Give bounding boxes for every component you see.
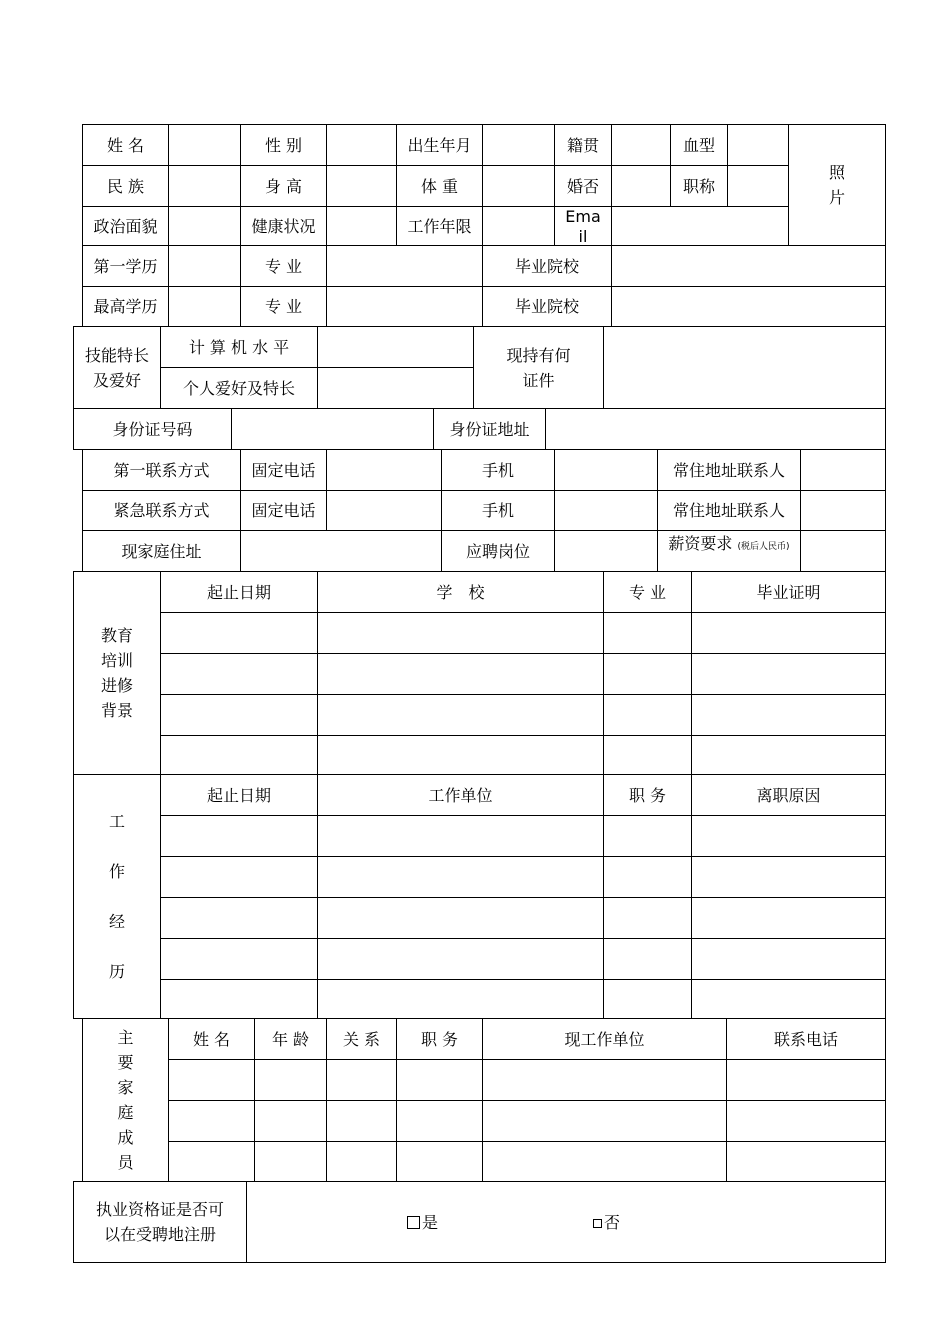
label-birth: 出生年月 xyxy=(396,124,483,166)
label-landline-2: 固定电话 xyxy=(240,490,327,531)
edu-row-4-col-2[interactable] xyxy=(317,735,604,777)
edu-row-4-col-3[interactable] xyxy=(603,735,692,777)
label-home-address: 现家庭住址 xyxy=(82,530,241,572)
edu-row-2-col-4[interactable] xyxy=(691,653,886,695)
family-row-1-col-2[interactable] xyxy=(254,1059,327,1101)
field-position[interactable] xyxy=(554,530,658,572)
label-first-degree: 第一学历 xyxy=(82,245,169,287)
field-landline-1[interactable] xyxy=(326,449,442,491)
work-header-reason: 离职原因 xyxy=(691,774,886,816)
field-blood[interactable] xyxy=(727,124,789,166)
label-blood: 血型 xyxy=(670,124,728,166)
field-id-number[interactable] xyxy=(231,408,434,450)
family-row-1-col-6[interactable] xyxy=(726,1059,886,1101)
label-school-2: 毕业院校 xyxy=(482,286,612,327)
work-row-2-col-1[interactable] xyxy=(160,856,318,898)
license-yes-label: 是 xyxy=(422,1212,439,1232)
label-skills xyxy=(73,326,161,409)
family-row-3-col-4[interactable] xyxy=(396,1141,483,1183)
label-emergency-contact: 紧急联系方式 xyxy=(82,490,241,531)
family-row-3-col-5[interactable] xyxy=(482,1141,727,1183)
work-row-3-col-4[interactable] xyxy=(691,897,886,939)
label-school-1: 毕业院校 xyxy=(482,245,612,287)
family-row-2-col-4[interactable] xyxy=(396,1100,483,1142)
edu-header-major: 专 业 xyxy=(603,571,692,613)
work-row-5-col-2[interactable] xyxy=(317,979,604,1021)
work-row-5-col-1[interactable] xyxy=(160,979,318,1021)
work-row-1-col-4[interactable] xyxy=(691,815,886,857)
family-row-2-col-2[interactable] xyxy=(254,1100,327,1142)
label-native: 籍贯 xyxy=(554,124,612,166)
label-first-contact: 第一联系方式 xyxy=(82,449,241,491)
license-no-option[interactable] xyxy=(593,1210,620,1235)
label-certs-text: 现持有何证件 xyxy=(506,345,571,390)
work-row-1-col-3[interactable] xyxy=(603,815,692,857)
salary-note: (税后人民币) xyxy=(737,542,790,552)
label-landline-1: 固定电话 xyxy=(240,449,327,491)
label-salary-text xyxy=(668,533,789,558)
family-header-phone: 联系电话 xyxy=(726,1018,886,1060)
family-row-1-col-5[interactable] xyxy=(482,1059,727,1101)
family-header-role: 职 务 xyxy=(396,1018,483,1060)
label-height: 身 高 xyxy=(240,165,327,207)
edu-header-date: 起止日期 xyxy=(160,571,318,613)
family-row-3-col-3[interactable] xyxy=(326,1141,397,1183)
field-school-1[interactable] xyxy=(611,245,886,287)
field-resident-1[interactable] xyxy=(800,449,886,491)
field-health[interactable] xyxy=(326,206,397,246)
work-row-2-col-2[interactable] xyxy=(317,856,604,898)
field-computer[interactable] xyxy=(317,326,474,368)
field-native[interactable] xyxy=(611,124,671,166)
field-gender[interactable] xyxy=(326,124,397,166)
field-major-2[interactable] xyxy=(326,286,483,327)
label-mobile-2: 手机 xyxy=(441,490,555,531)
label-resident-2: 常住地址联系人 xyxy=(657,490,801,531)
field-school-2[interactable] xyxy=(611,286,886,327)
label-family-text: 主要家庭成员 xyxy=(117,1028,134,1172)
label-gender: 性 别 xyxy=(240,124,327,166)
work-row-3-col-1[interactable] xyxy=(160,897,318,939)
field-weight[interactable] xyxy=(482,165,555,207)
salary-main: 薪资要求 xyxy=(668,534,733,553)
field-height[interactable] xyxy=(326,165,397,207)
label-mobile-1: 手机 xyxy=(441,449,555,491)
family-row-2-col-6[interactable] xyxy=(726,1100,886,1142)
edu-row-1-col-3[interactable] xyxy=(603,612,692,654)
work-header-company: 工作单位 xyxy=(317,774,604,816)
edu-row-1-col-4[interactable] xyxy=(691,612,886,654)
label-hobbies: 个人爱好及特长 xyxy=(160,367,318,409)
work-header-date: 起止日期 xyxy=(160,774,318,816)
edu-row-4-col-1[interactable] xyxy=(160,735,318,777)
label-title: 职称 xyxy=(670,165,728,207)
label-highest-degree: 最高学历 xyxy=(82,286,169,327)
field-first-degree[interactable] xyxy=(168,245,241,287)
work-row-4-col-1[interactable] xyxy=(160,938,318,980)
label-major-2: 专 业 xyxy=(240,286,327,327)
photo-box[interactable] xyxy=(788,124,886,246)
field-name[interactable] xyxy=(168,124,241,166)
label-resident-1: 常住地址联系人 xyxy=(657,449,801,491)
field-marital[interactable] xyxy=(611,165,671,207)
label-email xyxy=(554,206,612,246)
family-row-1-col-4[interactable] xyxy=(396,1059,483,1101)
work-row-5-col-3[interactable] xyxy=(603,979,692,1021)
label-license xyxy=(73,1181,247,1263)
field-ethnic[interactable] xyxy=(168,165,241,207)
edu-row-1-col-1[interactable] xyxy=(160,612,318,654)
field-years[interactable] xyxy=(482,206,555,246)
label-years: 工作年限 xyxy=(396,206,483,246)
label-marital: 婚否 xyxy=(554,165,612,207)
label-major-1: 专 业 xyxy=(240,245,327,287)
field-political[interactable] xyxy=(168,206,241,246)
checkbox-yes[interactable] xyxy=(407,1216,420,1229)
label-health: 健康状况 xyxy=(240,206,327,246)
field-home-address[interactable] xyxy=(240,530,442,572)
work-row-2-col-4[interactable] xyxy=(691,856,886,898)
work-row-5-col-4[interactable] xyxy=(691,979,886,1021)
edu-row-3-col-1[interactable] xyxy=(160,694,318,736)
work-row-4-col-4[interactable] xyxy=(691,938,886,980)
label-edu-history-text: 教育培训进修背景 xyxy=(100,626,133,720)
edu-row-3-col-3[interactable] xyxy=(603,694,692,736)
work-row-4-col-2[interactable] xyxy=(317,938,604,980)
work-row-4-col-3[interactable] xyxy=(603,938,692,980)
label-email-text: Ema il xyxy=(565,207,601,246)
family-row-3-col-6[interactable] xyxy=(726,1141,886,1183)
work-row-3-col-2[interactable] xyxy=(317,897,604,939)
label-name: 姓 名 xyxy=(82,124,169,166)
label-ethnic: 民 族 xyxy=(82,165,169,207)
label-license-text: 执业资格证是否可以在受聘地注册 xyxy=(95,1200,224,1244)
family-row-3-col-2[interactable] xyxy=(254,1141,327,1183)
edu-row-2-col-3[interactable] xyxy=(603,653,692,695)
field-major-1[interactable] xyxy=(326,245,483,287)
label-skills-text: 技能特长及爱好 xyxy=(84,345,149,390)
field-id-address[interactable] xyxy=(545,408,886,450)
label-edu-history xyxy=(73,571,161,775)
license-yes-option[interactable] xyxy=(407,1210,438,1235)
family-row-2-col-1[interactable] xyxy=(168,1100,255,1142)
field-hobbies[interactable] xyxy=(317,367,474,409)
edu-row-3-col-4[interactable] xyxy=(691,694,886,736)
field-mobile-1[interactable] xyxy=(554,449,658,491)
field-highest-degree[interactable] xyxy=(168,286,241,327)
label-certs xyxy=(473,326,604,409)
work-row-3-col-3[interactable] xyxy=(603,897,692,939)
work-row-1-col-2[interactable] xyxy=(317,815,604,857)
family-row-3-col-1[interactable] xyxy=(168,1141,255,1183)
field-title[interactable] xyxy=(727,165,789,207)
field-certs[interactable] xyxy=(603,326,886,409)
field-birth[interactable] xyxy=(482,124,555,166)
label-family xyxy=(82,1018,169,1182)
family-header-company: 现工作单位 xyxy=(482,1018,727,1060)
edu-row-3-col-2[interactable] xyxy=(317,694,604,736)
edu-row-2-col-1[interactable] xyxy=(160,653,318,695)
family-row-1-col-3[interactable] xyxy=(326,1059,397,1101)
label-id-address: 身份证地址 xyxy=(433,408,546,450)
family-header-age: 年 龄 xyxy=(254,1018,327,1060)
work-header-role: 职 务 xyxy=(603,774,692,816)
license-options xyxy=(246,1181,886,1263)
photo-label: 照 片 xyxy=(828,163,845,207)
family-row-2-col-3[interactable] xyxy=(326,1100,397,1142)
label-political: 政治面貌 xyxy=(82,206,169,246)
label-computer: 计 算 机 水 平 xyxy=(160,326,318,368)
field-resident-2[interactable] xyxy=(800,490,886,531)
family-header-name: 姓 名 xyxy=(168,1018,255,1060)
edu-row-4-col-4[interactable] xyxy=(691,735,886,777)
field-email[interactable] xyxy=(611,206,789,246)
family-row-2-col-5[interactable] xyxy=(482,1100,727,1142)
family-header-relation: 关 系 xyxy=(326,1018,397,1060)
label-work-history xyxy=(73,774,161,1019)
edu-header-school: 学 校 xyxy=(317,571,604,613)
field-mobile-2[interactable] xyxy=(554,490,658,531)
field-landline-2[interactable] xyxy=(326,490,442,531)
edu-header-certificate: 毕业证明 xyxy=(691,571,886,613)
checkbox-no[interactable] xyxy=(593,1219,602,1228)
label-position: 应聘岗位 xyxy=(441,530,555,572)
label-work-history-text: 工 作 经 历 xyxy=(108,811,125,981)
work-row-1-col-1[interactable] xyxy=(160,815,318,857)
work-row-2-col-3[interactable] xyxy=(603,856,692,898)
label-salary xyxy=(657,530,801,572)
label-weight: 体 重 xyxy=(396,165,483,207)
license-no-label: 否 xyxy=(604,1212,621,1232)
edu-row-2-col-2[interactable] xyxy=(317,653,604,695)
field-salary[interactable] xyxy=(800,530,886,572)
label-id-number: 身份证号码 xyxy=(73,408,232,450)
edu-row-1-col-2[interactable] xyxy=(317,612,604,654)
family-row-1-col-1[interactable] xyxy=(168,1059,255,1101)
